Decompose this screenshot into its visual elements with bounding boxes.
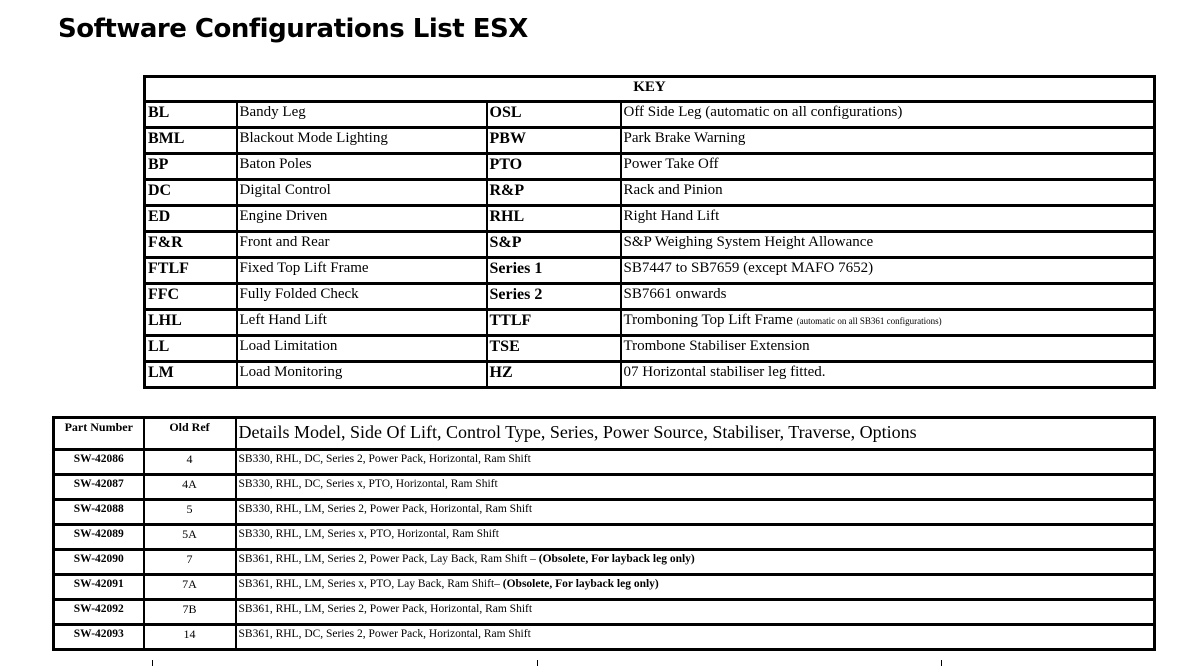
old-ref: 4 (144, 450, 236, 475)
config-details-text: SB330, RHL, DC, Series 2, Power Pack, Horizontal, Ram Shift (238, 453, 531, 465)
key-description-text: Front and Rear (239, 234, 330, 250)
key-description-text: Engine Driven (239, 208, 328, 224)
key-abbrev-text: DC (148, 182, 172, 199)
key-abbrev-text: ED (148, 208, 171, 225)
key-description-text: Load Monitoring (239, 364, 343, 380)
old-ref: 4A (144, 475, 236, 500)
part-number: SW-42091 (54, 575, 144, 600)
key-row (145, 336, 1155, 362)
key-description-text: Park Brake Warning (623, 130, 746, 146)
key-abbrev (487, 258, 621, 284)
old-ref: 14 (144, 625, 236, 650)
key-abbrev (145, 206, 237, 232)
config-details (236, 550, 1155, 575)
key-abbrev-text: S&P (489, 234, 522, 251)
key-row (145, 102, 1155, 128)
key-description (237, 206, 487, 232)
key-abbrev (487, 154, 621, 180)
config-details-text: SB330, RHL, LM, Series x, PTO, Horizontal, Ram Shift (238, 528, 499, 540)
key-row (145, 232, 1155, 258)
key-abbrev-text: BML (148, 130, 185, 147)
parts-row (54, 475, 1155, 500)
key-description (237, 362, 487, 388)
parts-row (54, 550, 1155, 575)
key-abbrev (145, 310, 237, 336)
key-description-text: Power Take Off (623, 156, 719, 172)
key-description-text: Fully Folded Check (239, 286, 359, 302)
old-ref: 7 (144, 550, 236, 575)
key-row (145, 180, 1155, 206)
key-description (621, 310, 1155, 336)
key-description (621, 206, 1155, 232)
config-details-text: SB361, RHL, LM, Series 2, Power Pack, Horizontal, Ram Shift (238, 603, 533, 615)
obsolete-note: (Obsolete, For layback leg only) (538, 553, 695, 565)
key-description (237, 310, 487, 336)
key-description (621, 362, 1155, 388)
key-abbrev-text: OSL (489, 104, 522, 121)
key-description (237, 336, 487, 362)
key-row (145, 128, 1155, 154)
key-description (237, 180, 487, 206)
key-description-text: Blackout Mode Lighting (239, 130, 388, 146)
key-row (145, 310, 1155, 336)
key-abbrev-text: TSE (489, 338, 520, 355)
parts-row (54, 575, 1155, 600)
key-abbrev-text: R&P (489, 182, 525, 199)
key-description-text: SB7661 onwards (623, 286, 727, 302)
key-row (145, 284, 1155, 310)
key-description-text: Digital Control (239, 182, 331, 198)
part-number: SW-42090 (54, 550, 144, 575)
config-details-text: SB361, RHL, DC, Series 2, Power Pack, Horizontal, Ram Shift (238, 628, 531, 640)
key-description-text: Trombone Stabiliser Extension (623, 338, 810, 354)
key-abbrev (487, 128, 621, 154)
key-header-row (145, 77, 1155, 102)
obsolete-note: (Obsolete, For layback leg only) (502, 578, 659, 590)
parts-header-row (54, 418, 1155, 450)
key-description (621, 154, 1155, 180)
key-abbrev-text: LHL (148, 312, 182, 329)
config-details (236, 625, 1155, 650)
key-description (621, 336, 1155, 362)
key-description (237, 232, 487, 258)
key-description-text: Off Side Leg (automatic on all configurations) (623, 104, 903, 120)
config-details (236, 525, 1155, 550)
key-abbrev (145, 336, 237, 362)
part-number: SW-42092 (54, 600, 144, 625)
header-details: Details Model, Side Of Lift, Control Type, Series, Power Source, Stabiliser, Traverse, Options (236, 418, 1155, 450)
config-details (236, 475, 1155, 500)
key-abbrev (145, 232, 237, 258)
parts-row (54, 525, 1155, 550)
key-abbrev (145, 258, 237, 284)
key-row (145, 258, 1155, 284)
key-abbrev-text: PTO (489, 156, 523, 173)
config-details (236, 600, 1155, 625)
key-abbrev-text: RHL (489, 208, 525, 225)
old-ref: 5A (144, 525, 236, 550)
key-abbrev-text: PBW (489, 130, 526, 147)
key-abbrev (145, 102, 237, 128)
config-details (236, 575, 1155, 600)
old-ref: 5 (144, 500, 236, 525)
key-description-text: 07 Horizontal stabiliser leg fitted. (623, 364, 826, 380)
key-abbrev-text: BL (148, 104, 170, 121)
key-abbrev (145, 180, 237, 206)
key-abbrev (487, 102, 621, 128)
key-description-text: Load Limitation (239, 338, 338, 354)
header-old-ref: Old Ref (144, 418, 236, 450)
key-description-text: Right Hand Lift (623, 208, 720, 224)
old-ref: 7A (144, 575, 236, 600)
key-description (621, 180, 1155, 206)
key-abbrev (487, 180, 621, 206)
parts-row (54, 450, 1155, 475)
key-description-text: Tromboning Top Lift Frame (623, 312, 793, 328)
key-header: KEY (145, 77, 1155, 102)
key-abbrev-text: FFC (148, 286, 180, 303)
next-row-divider (537, 660, 538, 666)
key-row (145, 362, 1155, 388)
key-table (143, 75, 1156, 389)
config-details-text: SB330, RHL, LM, Series 2, Power Pack, Horizontal, Ram Shift (238, 503, 533, 515)
key-abbrev (487, 310, 621, 336)
key-abbrev (487, 206, 621, 232)
key-description-text: Rack and Pinion (623, 182, 723, 198)
key-abbrev-text: Series 1 (489, 260, 543, 277)
old-ref: 7B (144, 600, 236, 625)
key-abbrev-text: FTLF (148, 260, 189, 277)
config-details-text: SB361, RHL, LM, Series 2, Power Pack, Lay Back, Ram Shift – (238, 553, 536, 565)
key-description-text: Baton Poles (239, 156, 312, 172)
key-description (621, 232, 1155, 258)
page-title: Software Configurations List ESX (58, 14, 528, 44)
key-abbrev (145, 284, 237, 310)
key-description-text: Left Hand Lift (239, 312, 327, 328)
key-row (145, 206, 1155, 232)
key-description (621, 128, 1155, 154)
key-abbrev-text: Series 2 (489, 286, 543, 303)
part-number: SW-42087 (54, 475, 144, 500)
key-description (621, 284, 1155, 310)
parts-row (54, 625, 1155, 650)
key-description (237, 258, 487, 284)
key-abbrev (145, 362, 237, 388)
key-abbrev (487, 362, 621, 388)
key-abbrev-text: LM (148, 364, 174, 381)
key-abbrev-text: HZ (489, 364, 513, 381)
config-details-text: SB361, RHL, LM, Series x, PTO, Lay Back, Ram Shift– (238, 578, 500, 590)
key-row (145, 154, 1155, 180)
key-abbrev-text: LL (148, 338, 170, 355)
key-description (237, 284, 487, 310)
key-description-text: Bandy Leg (239, 104, 306, 120)
key-description (621, 102, 1155, 128)
key-note: (automatic on all SB361 configurations) (796, 316, 942, 326)
part-number: SW-42093 (54, 625, 144, 650)
part-number: SW-42088 (54, 500, 144, 525)
key-abbrev (145, 128, 237, 154)
config-details-text: SB330, RHL, DC, Series x, PTO, Horizontal, Ram Shift (238, 478, 498, 490)
parts-row (54, 600, 1155, 625)
next-row-divider (941, 660, 942, 666)
key-description (621, 258, 1155, 284)
key-abbrev (487, 284, 621, 310)
key-description (237, 128, 487, 154)
key-description-text: Fixed Top Lift Frame (239, 260, 369, 276)
key-abbrev-text: F&R (148, 234, 183, 251)
next-row-divider (152, 660, 153, 666)
key-description (237, 154, 487, 180)
key-description (237, 102, 487, 128)
header-part-number: Part Number (54, 418, 144, 450)
key-abbrev (145, 154, 237, 180)
key-abbrev-text: TTLF (489, 312, 532, 329)
config-details (236, 500, 1155, 525)
part-number: SW-42086 (54, 450, 144, 475)
key-description-text: SB7447 to SB7659 (except MAFO 7652) (623, 260, 874, 276)
parts-row (54, 500, 1155, 525)
config-details (236, 450, 1155, 475)
parts-table (52, 416, 1156, 651)
key-description-text: S&P Weighing System Height Allowance (623, 234, 874, 250)
key-abbrev (487, 336, 621, 362)
key-abbrev (487, 232, 621, 258)
key-abbrev-text: BP (148, 156, 169, 173)
part-number: SW-42089 (54, 525, 144, 550)
